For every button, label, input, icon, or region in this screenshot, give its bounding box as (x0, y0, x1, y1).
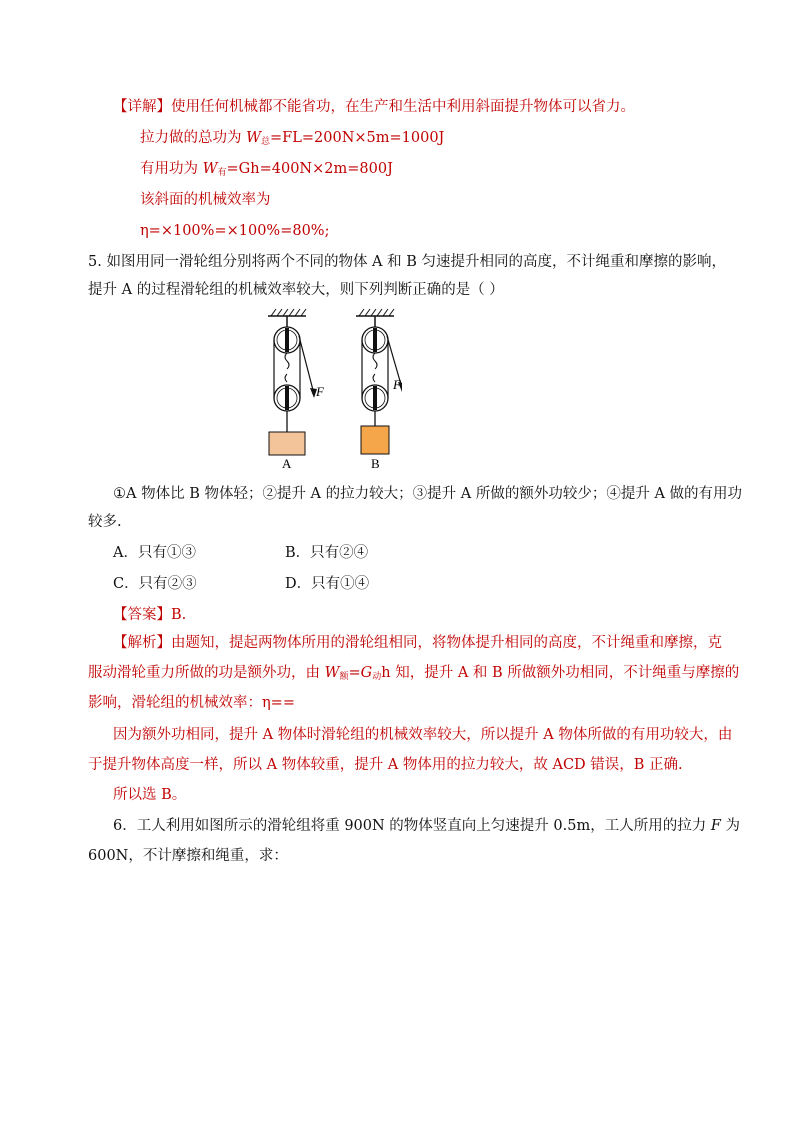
option-c: C．只有②③ (113, 576, 197, 592)
total-work-sub: 总 (261, 137, 271, 147)
q6-text-post: 为 (720, 818, 741, 834)
label-b: B (371, 456, 380, 471)
analysis-g-sub: 动 (372, 672, 382, 682)
detail-line (113, 97, 635, 117)
option-a: A．只有①③ (113, 545, 196, 561)
useful-work-eq: =Gh=400N×2m=800J (226, 161, 393, 177)
pulley-diagram (262, 308, 402, 473)
useful-work-line (140, 159, 393, 183)
detail-text: 使用任何机械都不能省功，在生产和生活中利用斜面提升物体可以省力。 (171, 99, 635, 115)
analysis-line-4: 因为额外功相同，提升 A 物体时滑轮组的机械效率较大，所以提升 A 物体所做的有用功较大，由 (113, 727, 733, 743)
efficiency-equation: η=×100%=×100%=80%; (140, 223, 330, 239)
analysis-line-2 (88, 663, 739, 687)
analysis-line-6: 所以选 B。 (113, 787, 187, 803)
total-work-pre: 拉力做的总功为 (140, 130, 247, 146)
total-work-symbol: W (246, 130, 262, 146)
answer-text: B. (171, 607, 187, 623)
q5-line-1: 5. 如图用同一滑轮组分别将两个不同的物体 A 和 B 匀速提升相同的高度，不计绳重和摩擦的影响， (88, 254, 727, 270)
pulley-figure (262, 308, 402, 473)
total-work-line (140, 128, 444, 152)
analysis-text-2-pre: 服动滑轮重力所做的功是额外功，由 (88, 665, 325, 681)
analysis-line-5: 于提升物体高度一样，所以 A 物体较重，提升 A 物体用的拉力较大，故 ACD 错误，B 正确. (88, 757, 683, 773)
q6-line-2: 600N，不计摩擦和绳重，求： (88, 848, 288, 864)
q5-line-2: 提升 A 的过程滑轮组的机械效率较大，则下列判断正确的是（ ） (88, 282, 504, 298)
force-label-b: F (393, 377, 401, 392)
detail-label: 【详解】 (113, 99, 171, 115)
useful-work-symbol: W (202, 161, 218, 177)
q6-force-symbol: F (710, 818, 721, 834)
q6-text-pre: 6．工人利用如图所示的滑轮组将重 900N 的物体竖直向上匀速提升 0.5m，工人所用的拉力 (113, 818, 711, 834)
efficiency-intro: 该斜面的机械效率为 (140, 192, 271, 208)
useful-work-pre: 有用功为 (140, 161, 203, 177)
q6-line-1 (113, 816, 740, 836)
answer-line (113, 605, 186, 625)
option-d: D．只有①④ (285, 576, 370, 592)
analysis-line-3: 影响，滑轮组的机械效率：η== (88, 695, 295, 711)
analysis-text-2-post: h 知，提升 A 和 B 所做额外功相同，不计绳重与摩擦的 (381, 665, 740, 681)
answer-label: 【答案】 (113, 607, 171, 623)
label-a: A (282, 456, 292, 471)
pulley-system-a (268, 309, 317, 455)
option-b: B．只有②④ (285, 545, 369, 561)
force-label-a: F (316, 384, 324, 399)
useful-work-sub: 有 (217, 168, 227, 178)
analysis-text-1: 由题知，提起两物体所用的滑轮组相同，将物体提升相同的高度，不计绳重和摩擦，克 (171, 635, 722, 651)
analysis-label: 【解析】 (113, 635, 171, 651)
analysis-w-symbol: W (324, 665, 340, 681)
q5-statements-2: 较多. (88, 514, 122, 530)
block-a (269, 432, 305, 455)
analysis-g-symbol: =G (348, 665, 373, 681)
q5-statements-1: ①A 物体比 B 物体轻；②提升 A 的拉力较大；③提升 A 所做的额外功较少；④提升 A 做的有用功 (113, 486, 743, 502)
analysis-line-1 (113, 633, 722, 653)
total-work-eq: =FL=200N×5m=1000J (270, 130, 445, 146)
analysis-w-sub: 额 (339, 672, 349, 682)
block-b (361, 426, 389, 454)
